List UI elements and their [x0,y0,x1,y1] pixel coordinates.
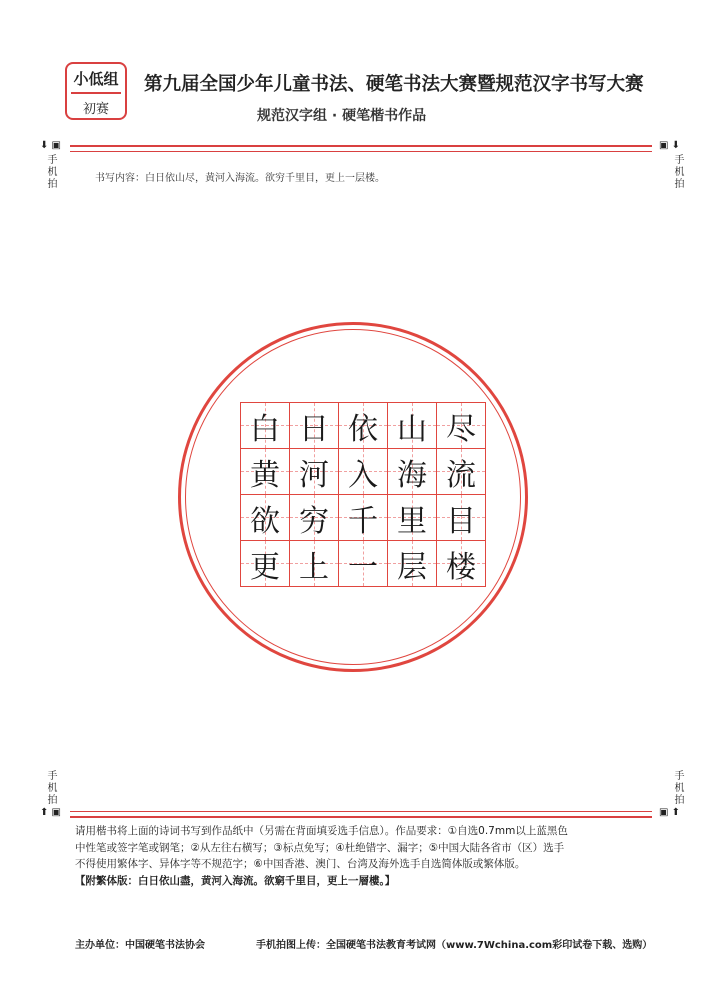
grid-cell [436,494,486,541]
handwritten-character: 穷 [299,503,329,539]
camera-upload-icon: ▣ ⬆ [658,807,680,818]
badge-group-label: 小低组 [73,70,119,88]
handwritten-character: 海 [397,457,427,493]
handwritten-character: 尽 [446,411,476,447]
handwritten-character: 白 [250,411,280,447]
group-badge [65,62,127,120]
top-right-photo-label: 手机拍 [672,154,683,190]
grid-cell [289,448,339,495]
bottom-right-photo-marker [655,770,684,819]
requirements-text [75,823,660,889]
top-left-photo-label: 手机拍 [45,154,56,190]
grid-cell [387,494,437,541]
grid-cell [289,540,339,587]
grid-cell [436,540,486,587]
upload-camera-icon: ⬆ ▣ [40,807,62,818]
handwritten-character: 河 [299,457,329,493]
badge-divider [71,92,121,94]
handwritten-character: 流 [446,457,476,493]
bottom-left-photo-marker [40,770,61,819]
grid-cell [387,540,437,587]
handwritten-character: 依 [348,411,378,447]
grid-cell [338,494,388,541]
handwritten-character: 目 [446,503,476,539]
bottom-left-photo-label: 手机拍 [45,770,56,806]
grid-cell [387,402,437,449]
grid-cell [436,402,486,449]
requirements-line-3: 不得使用繁体字、异体字等不规范字；⑥中国香港、澳门、台湾及海外选手自选简体版或繁体版。 [75,858,526,870]
page-subtitle: 规范汉字组 · 硬笔楷书作品 [257,108,427,124]
bottom-right-photo-label: 手机拍 [672,770,683,806]
handwritten-character: 楼 [446,549,476,585]
traditional-version-note: 【附繁体版：白日依山盡，黄河入海流。欲窮千里目，更上一層樓。】 [75,874,396,887]
handwritten-character: 入 [348,457,378,493]
grid-cell [240,540,290,587]
camera-download-icon: ▣ ⬇ [658,140,680,151]
bottom-divider-thin [70,811,652,812]
handwritten-character: 更 [250,549,280,585]
page-title: 第九届全国少年儿童书法、硬笔书法大赛暨规范汉字书写大赛 [144,74,644,95]
badge-round-label: 初赛 [82,102,109,117]
grid-cell [240,448,290,495]
grid-cell [240,402,290,449]
handwritten-character: 欲 [250,503,280,539]
grid-cell [338,448,388,495]
writing-content: 书写内容：白日依山尽，黄河入海流。欲穷千里目，更上一层楼。 [95,173,385,184]
requirements-line-1: 请用楷书将上面的诗词书写到作品纸中（另需在背面填妥选手信息）。作品要求：①自选0.7mm以上蓝黑色 [75,825,568,837]
bottom-divider-thick [70,816,652,818]
grid-cell [387,448,437,495]
grid-cell [289,494,339,541]
top-divider-thick [70,145,652,147]
handwritten-character: 山 [397,411,427,447]
grid-cell [338,540,388,587]
grid-cell [338,402,388,449]
requirements-line-2: 中性笔或签字笔或钢笔；②从左往右横写；③标点免写；④杜绝错字、漏字；⑤中国大陆各省市（区）选手 [75,841,565,854]
top-divider-thin [70,151,652,152]
handwritten-character: 层 [397,549,427,585]
handwritten-character: 千 [348,503,378,539]
handwritten-character: 上 [299,549,329,585]
upload-info: 手机拍图上传：全国硬笔书法教育考试网（www.7Wchina.com彩印试卷下载、选购） [256,940,653,951]
top-left-photo-marker [40,139,61,190]
top-right-photo-marker [655,139,684,190]
organizer-info: 主办单位：中国硬笔书法协会 [75,940,205,951]
handwritten-character: 里 [397,503,427,539]
handwritten-character: 日 [299,411,329,447]
handwritten-character: 黄 [250,457,280,493]
grid-cell [436,448,486,495]
grid-cell [240,494,290,541]
handwritten-character: 一 [348,549,378,585]
download-camera-icon: ⬇ ▣ [40,140,62,151]
grid-cell [289,402,339,449]
